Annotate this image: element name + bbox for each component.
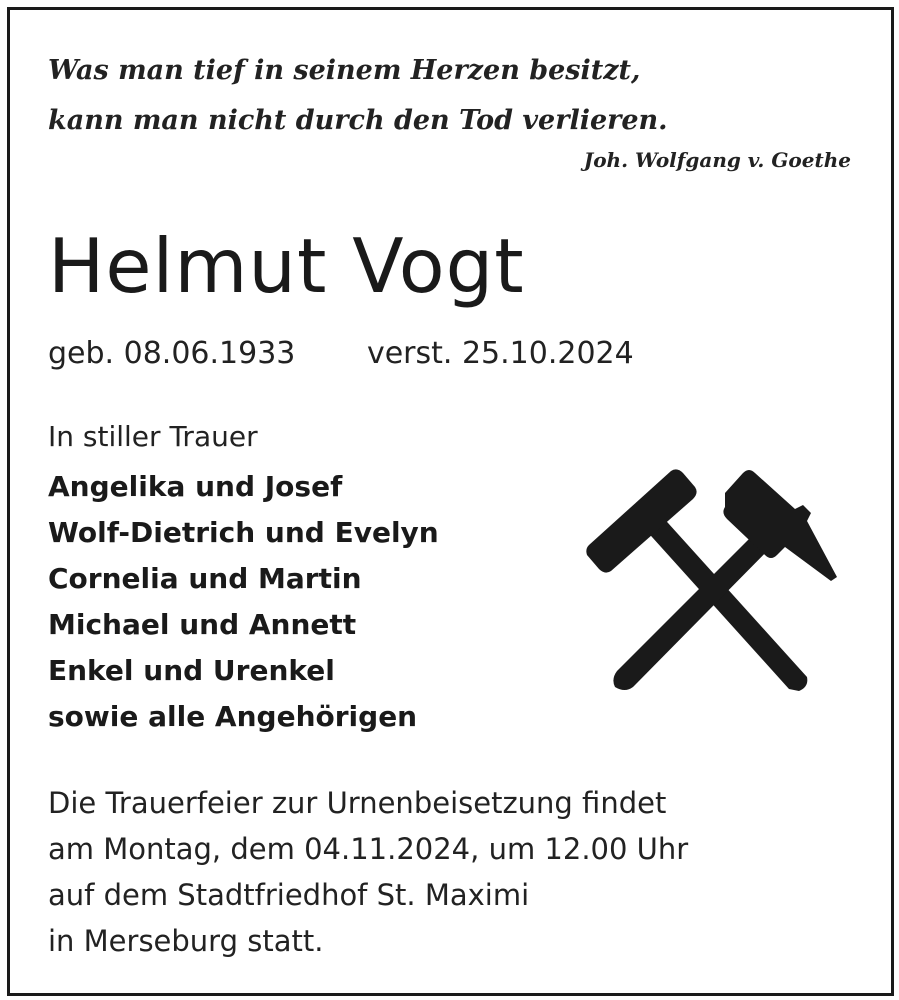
quote-author: Joh. Wolfgang v. Goethe bbox=[583, 148, 851, 172]
deceased-name: Helmut Vogt bbox=[48, 222, 525, 310]
mourners-list bbox=[48, 464, 439, 740]
ceremony-details bbox=[48, 780, 688, 964]
birth-date: geb. 08.06.1933 bbox=[48, 336, 296, 371]
ceremony-line: auf dem Stadtfriedhof St. Maximi bbox=[48, 878, 530, 912]
mourner-entry: Angelika und Josef bbox=[48, 470, 343, 503]
mourner-entry: Cornelia und Martin bbox=[48, 562, 362, 595]
ceremony-line: Die Trauerfeier zur Urnenbeisetzung findet bbox=[48, 786, 667, 820]
mourner-entry: Enkel und Urenkel bbox=[48, 654, 335, 687]
mourner-entry: Wolf-Dietrich und Evelyn bbox=[48, 516, 439, 549]
death-date: verst. 25.10.2024 bbox=[366, 336, 634, 371]
hammer-and-pick-icon bbox=[585, 465, 840, 693]
life-dates bbox=[48, 336, 634, 371]
quote-line: Was man tief in seinem Herzen besitzt, bbox=[48, 55, 641, 86]
goethe-quote bbox=[48, 46, 668, 146]
quote-line: kann man nicht durch den Tod verlieren. bbox=[48, 105, 668, 136]
mourning-intro: In stiller Trauer bbox=[48, 420, 258, 453]
mourner-entry: Michael und Annett bbox=[48, 608, 357, 641]
ceremony-line: in Merseburg statt. bbox=[48, 924, 324, 958]
ceremony-line: am Montag, dem 04.11.2024, um 12.00 Uhr bbox=[48, 832, 689, 866]
mourner-entry: sowie alle Angehörigen bbox=[48, 700, 418, 733]
